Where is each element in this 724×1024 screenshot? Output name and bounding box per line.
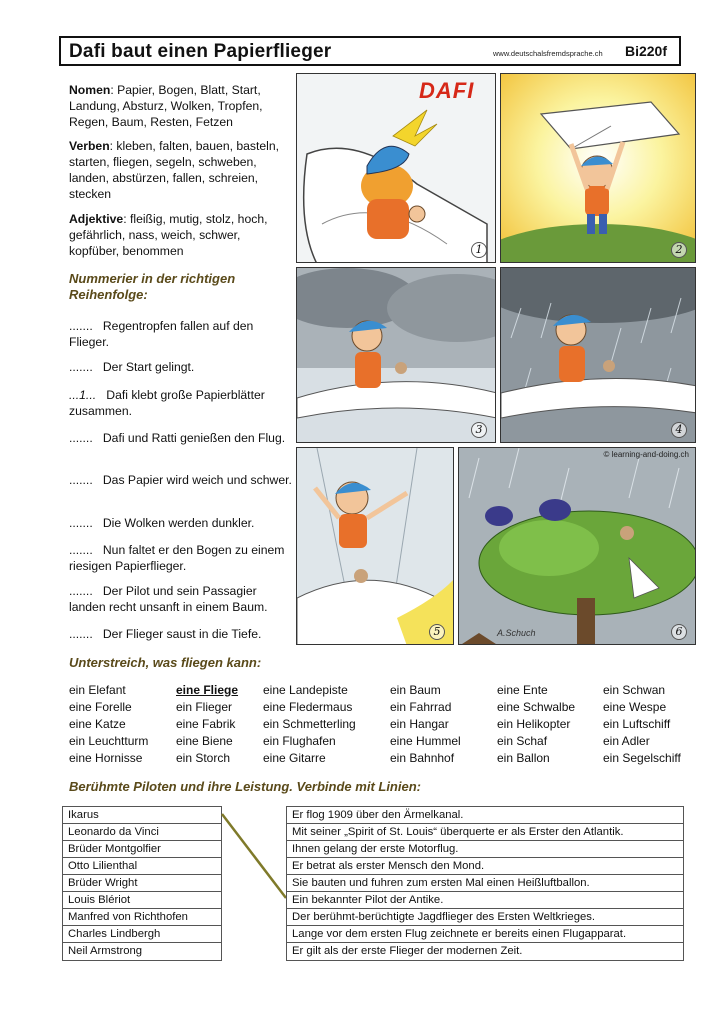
adjectives-list: : fleißig, mutig, stolz, hoch, gefährlich, nass, weich, schwer, kopfüber, benommen [69,212,268,258]
fly-word[interactable]: ein Fahrrad [390,700,452,714]
comic-panel-2 [500,73,696,263]
fly-word[interactable]: eine Forelle [69,700,132,714]
fly-word[interactable]: ein Helikopter [497,717,571,731]
copyright-credit: © learning-and-doing.ch [603,450,689,459]
sequence-heading: Nummerier in der richtigen Reihenfolge: [69,271,236,302]
pilot-name[interactable]: Leonardo da Vinci [63,824,221,841]
pilot-name[interactable]: Louis Blériot [63,892,221,909]
comic-strip [296,73,696,645]
pilot-name[interactable]: Neil Armstrong [68,945,143,957]
fly-word[interactable]: eine Katze [69,717,126,731]
worksheet-header [59,36,681,66]
panel-6-illustration [459,448,696,645]
panel-number: 4 [671,422,687,438]
fly-word[interactable]: ein Leuchtturm [69,734,149,748]
matching-line [220,812,290,902]
pilot-name[interactable]: Otto Lilienthal [63,858,221,875]
fly-word[interactable]: ein Hangar [390,717,449,731]
comic-panel-3 [296,267,496,443]
fly-word[interactable]: eine Landepiste [263,683,348,697]
fly-word[interactable]: ein Elefant [69,683,126,697]
comic-panel-4 [500,267,696,443]
fly-word[interactable]: ein Adler [603,734,650,748]
verbs-list: : kleben, falten, bauen, basteln, starten, fliegen, segeln, schweben, landen, abstürzen, fallen, schreien, stecken [69,139,280,201]
fly-word[interactable]: eine Biene [176,734,233,748]
adjectives-label: Adjektive [69,212,124,226]
panel-number: 6 [671,624,687,640]
vocab-adjectives [69,211,291,259]
fly-word[interactable]: eine Hornisse [69,751,143,765]
comic-panel-5 [296,447,454,645]
fly-word[interactable]: eine Fabrik [176,717,236,731]
fly-word[interactable]: ein Segelschiff [603,751,681,765]
vocab-verbs [69,138,291,202]
fly-word[interactable]: eine Hummel [390,734,461,748]
fly-word[interactable]: eine Schwalbe [497,700,576,714]
fly-word[interactable]: ein Schmetterling [263,717,356,731]
panel-number: 1 [471,242,487,258]
sequence-item: ....... Der Pilot und sein Passagier landen recht unsanft in einem Baum. [69,584,268,614]
comic-panel-6 [458,447,696,645]
vocab-nouns [69,82,291,130]
nouns-label: Nomen [69,83,111,97]
pilot-achievement[interactable]: Er gilt als der erste Flieger der modernen Zeit. [292,945,523,957]
pilots-heading: Berühmte Piloten und ihre Leistung. Verbinde mit Linien: [69,779,421,794]
pilot-achievement[interactable]: Ihnen gelang der erste Motorflug. [287,841,683,858]
dafi-logo: DAFI [419,78,475,103]
source-url: www.deutschalsfremdsprache.ch [493,49,603,58]
sequence-item: ....... Das Papier wird weich und schwer. [69,473,292,487]
pilot-achievement[interactable]: Mit seiner „Spirit of St. Louis“ überquerte er als Erster den Atlantik. [287,824,683,841]
sequence-item: ....... Der Start gelingt. [69,360,195,374]
pilot-names-table [62,806,222,961]
fly-word[interactable]: eine Fledermaus [263,700,353,714]
sequence-item: ....... Nun faltet er den Bogen zu einem riesigen Papierflieger. [69,543,285,573]
fly-word[interactable]: eine Ente [497,683,548,697]
fly-word[interactable]: ein Flieger [176,700,233,714]
pilot-achievement[interactable]: Er flog 1909 über den Ärmelkanal. [287,807,683,824]
fly-word[interactable]: ein Schaf [497,734,548,748]
worksheet-title: Dafi baut einen Papierflieger [69,41,332,62]
pilot-name[interactable]: Ikarus [63,807,221,824]
sequence-item: ....... Die Wolken werden dunkler. [69,516,255,530]
sequence-item: ....... Regentropfen fallen auf den Flieger. [69,319,254,349]
panel-5-illustration [297,448,454,645]
pilot-achievement[interactable]: Ein bekannter Pilot der Antike. [287,892,683,909]
panel-number: 3 [471,422,487,438]
pilot-achievement[interactable]: Lange vor dem ersten Flug zeichnete er bereits einen Flugapparat. [287,926,683,943]
sequence-item: ...1... Dafi klebt große Papierblätter zusammen. [69,388,265,418]
fly-word[interactable]: ein Luftschiff [603,717,671,731]
fly-heading: Unterstreich, was fliegen kann: [69,655,262,670]
fly-word[interactable]: ein Ballon [497,751,550,765]
pilot-achievements-table [286,806,684,961]
fly-word[interactable]: eine Gitarre [263,751,326,765]
sequence-item: ....... Dafi und Ratti genießen den Flug. [69,431,286,445]
panel-number: 5 [429,624,445,640]
fly-word[interactable]: ein Storch [176,751,231,765]
pilot-achievement[interactable]: Er betrat als erster Mensch den Mond. [287,858,683,875]
panel-4-illustration [501,268,696,443]
comic-panel-1 [296,73,496,263]
panel-3-illustration [297,268,496,443]
worksheet-code: Bi220f [624,43,667,59]
pilot-name[interactable]: Charles Lindbergh [63,926,221,943]
pilot-name[interactable]: Manfred von Richthofen [63,909,221,926]
sequence-item: ....... Der Flieger saust in die Tiefe. [69,627,262,641]
pilot-achievement[interactable]: Sie bauten und fuhren zum ersten Mal einen Heißluftballon. [287,875,683,892]
fly-word[interactable]: ein Baum [390,683,441,697]
fly-word[interactable]: ein Bahnhof [390,751,455,765]
pilot-achievement[interactable]: Der berühmt-berüchtigte Jagdflieger des Ersten Weltkrieges. [287,909,683,926]
fly-word[interactable]: ein Schwan [603,683,666,697]
pilot-name[interactable]: Brüder Montgolfier [63,841,221,858]
panel-2-illustration [501,74,696,263]
panel-number: 2 [671,242,687,258]
artist-signature: A.Schuch [497,628,536,638]
nouns-list: : Papier, Bogen, Blatt, Start, Landung, Absturz, Wolken, Tropfen, Regen, Baum, Resten, Fetzen [69,83,263,129]
fly-word[interactable]: eine Wespe [603,700,667,714]
fly-word[interactable]: ein Flughafen [263,734,336,748]
verbs-label: Verben [69,139,110,153]
pilot-name[interactable]: Brüder Wright [63,875,221,892]
fly-word-underlined[interactable]: eine Fliege [176,683,239,697]
